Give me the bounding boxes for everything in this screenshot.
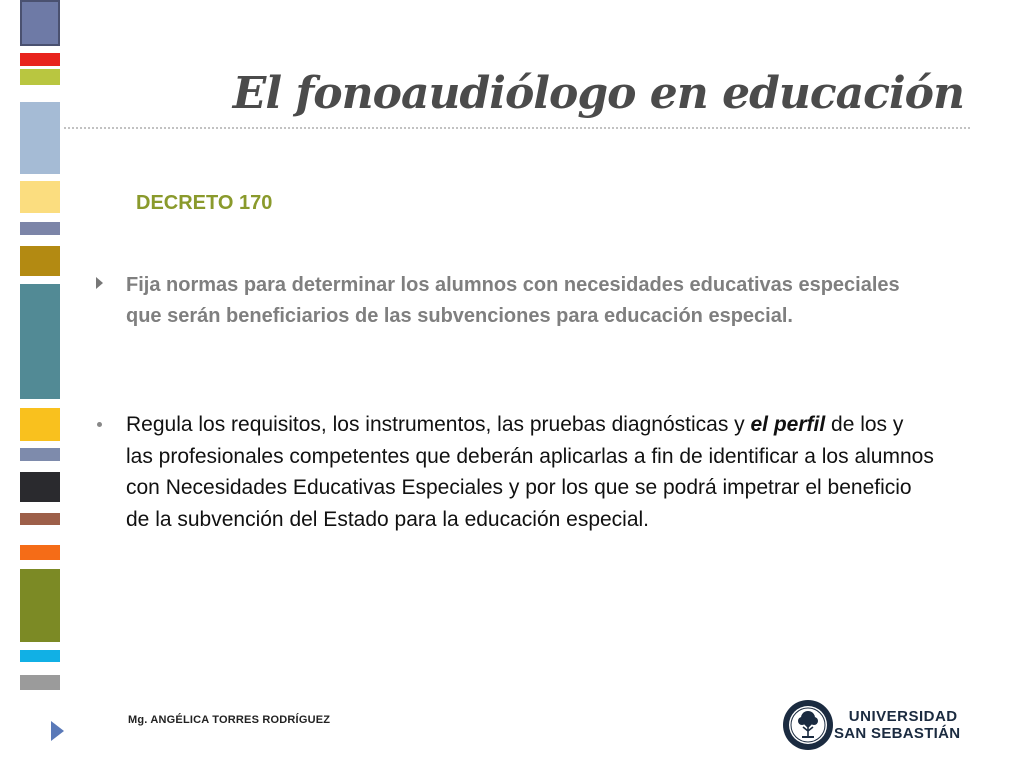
stripe xyxy=(20,472,60,502)
slide-subtitle: DECRETO 170 xyxy=(136,192,273,214)
triangle-right-icon[interactable] xyxy=(51,721,64,741)
slide-title: El fonoaudiólogo en educación xyxy=(232,68,964,119)
bullet-text: Fija normas para determinar los alumnos con necesidades educativas especiales que serán beneficiarios de las subvenciones para educación especial. xyxy=(126,274,900,327)
footer-author: Mg. ANGÉLICA TORRES RODRÍGUEZ xyxy=(128,714,331,726)
stripe xyxy=(20,284,60,399)
dot-bullet-icon xyxy=(97,422,102,427)
university-logo xyxy=(834,708,960,742)
stripe xyxy=(20,53,60,66)
university-seal-icon xyxy=(782,699,834,751)
stripe xyxy=(20,408,60,441)
bullet-item xyxy=(96,409,936,535)
bullet-text xyxy=(126,409,936,535)
stripe xyxy=(20,246,60,276)
stripe xyxy=(20,102,60,174)
stripe xyxy=(20,0,60,46)
stripe xyxy=(20,513,60,525)
stripe xyxy=(20,181,60,213)
stripe xyxy=(20,650,60,662)
bullet-emphasis: el perfil xyxy=(750,413,826,436)
stripe xyxy=(20,222,60,235)
stripe xyxy=(20,675,60,690)
bullet-text-part: Regula los requisitos, los instrumentos, las pruebas diagnósticas y xyxy=(126,413,751,436)
title-divider xyxy=(64,127,970,129)
bullet-item xyxy=(96,270,916,332)
bullet-text-part: de los y las profesionales competentes que deberán aplicarlas a fin de identificar a los alumnos con Necesidades Educativas Especiales y por los que se podrá impetrar el beneficio de la subvención del Estado para la educación especial. xyxy=(126,413,934,531)
arrow-bullet-icon xyxy=(96,277,103,289)
stripe xyxy=(20,69,60,85)
logo-line-1: UNIVERSIDAD xyxy=(848,708,958,725)
stripe xyxy=(20,448,60,461)
stripe xyxy=(20,545,60,560)
logo-line-2: SAN SEBASTIÁN xyxy=(834,725,961,742)
stripe xyxy=(20,569,60,642)
